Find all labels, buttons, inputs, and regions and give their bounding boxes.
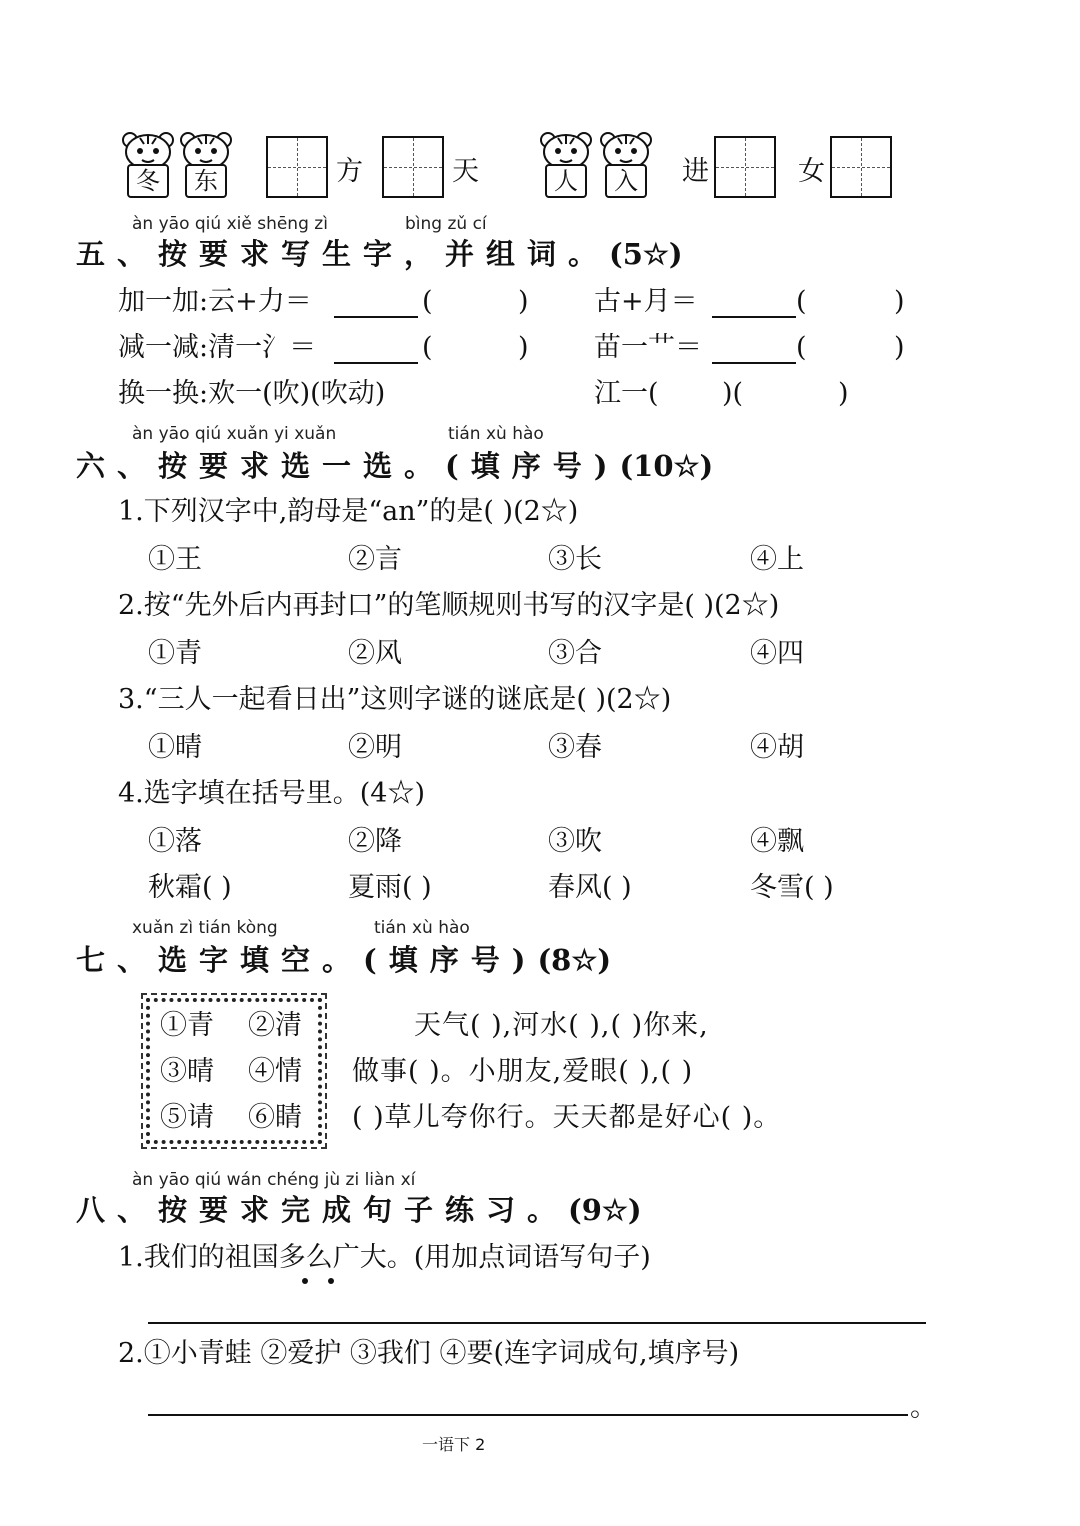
question-3-stem: 3.“三人一起看日出”这则字谜的谜底是( )(2☆) — [118, 684, 672, 715]
fill-item[interactable]: 秋霜( ) — [148, 872, 232, 903]
option[interactable]: ①王 — [148, 544, 202, 575]
section-6-pinyin: àn yāo qiú xuǎn yi xuǎn — [132, 424, 337, 444]
poem-line-1[interactable]: 天气( ),河水( ),( )你来, — [414, 1010, 709, 1041]
swap-task-mid: )( — [722, 378, 744, 409]
box-option: ⑤请 — [160, 1102, 214, 1133]
emphasis-dot — [302, 1278, 308, 1284]
poem-line-3[interactable]: ( )草儿夸你行。天天都是好心( )。 — [352, 1102, 782, 1133]
add-label-right: 古+月＝ — [594, 286, 698, 317]
answer-line[interactable] — [334, 362, 418, 364]
option[interactable]: ②明 — [348, 732, 402, 763]
subtract-label: 减一减:清一氵＝ — [118, 332, 317, 363]
section-8-pinyin: àn yāo qiú wán chéng jù zi liàn xí — [132, 1170, 416, 1190]
option[interactable]: ③春 — [548, 732, 602, 763]
sentence-period: 。 — [910, 1392, 937, 1423]
section-5-pinyin: àn yāo qiú xiě shēng zì — [132, 214, 328, 234]
box-char: 进 — [682, 156, 709, 187]
writing-box[interactable] — [266, 136, 328, 198]
fill-item[interactable]: 夏雨( ) — [348, 872, 432, 903]
option[interactable]: ①落 — [148, 826, 202, 857]
option[interactable]: ④胡 — [750, 732, 804, 763]
sentence-q2: 2.①小青蛙 ②爱护 ③我们 ④要(连字词成句,填序号) — [118, 1338, 740, 1369]
section-7-pinyin-2: tián xù hào — [374, 918, 470, 938]
box-char: 方 — [336, 156, 363, 187]
tiger-figure — [538, 130, 594, 200]
writing-box[interactable] — [714, 136, 776, 198]
option[interactable]: ①青 — [148, 638, 202, 669]
paren-open: ( — [422, 286, 433, 317]
option[interactable]: ②言 — [348, 544, 402, 575]
subtract-label-right: 苗一艹＝ — [594, 332, 702, 363]
section-8-title: 八、按要求完成句子练习。(9☆) — [76, 1193, 642, 1227]
section-7-title: 七、选字填空。(填序号)(8☆) — [76, 943, 612, 977]
paren-open: ( — [796, 332, 807, 363]
box-option: ③晴 — [160, 1056, 214, 1087]
add-label: 加一加:云+力＝ — [118, 286, 312, 317]
paren-close: ) — [894, 286, 905, 317]
section-6-pinyin-2: tián xù hào — [448, 424, 544, 444]
tiger-card: 人 — [545, 164, 587, 198]
paren-close: ) — [518, 286, 529, 317]
fill-item[interactable]: 冬雪( ) — [750, 872, 834, 903]
option[interactable]: ①晴 — [148, 732, 202, 763]
question-1-stem: 1.下列汉字中,韵母是“an”的是( )(2☆) — [118, 496, 579, 527]
tiger-figure — [120, 130, 176, 200]
fill-item[interactable]: 春风( ) — [548, 872, 632, 903]
swap-task: 江一( — [594, 378, 659, 409]
section-7-pinyin: xuǎn zì tián kòng — [132, 918, 278, 938]
box-option: ④情 — [248, 1056, 302, 1087]
page-footer: 一语下 2 — [422, 1435, 486, 1454]
option[interactable]: ④四 — [750, 638, 804, 669]
option[interactable]: ③吹 — [548, 826, 602, 857]
box-char: 天 — [452, 156, 479, 187]
answer-line[interactable] — [148, 1322, 926, 1324]
answer-line[interactable] — [148, 1414, 908, 1416]
paren-close: ) — [894, 332, 905, 363]
paren-open: ( — [796, 286, 807, 317]
box-option: ②清 — [248, 1010, 302, 1041]
tiger-card: 入 — [605, 164, 647, 198]
swap-task-end: ) — [838, 378, 849, 409]
answer-line[interactable] — [712, 362, 796, 364]
option[interactable]: ③合 — [548, 638, 602, 669]
emphasis-dot — [328, 1278, 334, 1284]
writing-box[interactable] — [382, 136, 444, 198]
sentence-q1: 1.我们的祖国多么广大。(用加点词语写句子) — [118, 1242, 651, 1273]
option[interactable]: ②风 — [348, 638, 402, 669]
answer-line[interactable] — [334, 316, 418, 318]
box-option: ①青 — [160, 1010, 214, 1041]
option[interactable]: ④飘 — [750, 826, 804, 857]
option[interactable]: ③长 — [548, 544, 602, 575]
tiger-figure — [598, 130, 654, 200]
section-5-pinyin-2: bìng zǔ cí — [405, 214, 487, 234]
swap-example: 换一换:欢一(吹)(吹动) — [118, 378, 386, 409]
question-2-stem: 2.按“先外后内再封口”的笔顺规则书写的汉字是( )(2☆) — [118, 590, 780, 621]
paren-close: ) — [518, 332, 529, 363]
question-4-stem: 4.选字填在括号里。(4☆) — [118, 778, 426, 809]
section-6-title: 六、按要求选一选。(填序号)(10☆) — [76, 449, 714, 483]
answer-line[interactable] — [712, 316, 796, 318]
option[interactable]: ④上 — [750, 544, 804, 575]
option[interactable]: ②降 — [348, 826, 402, 857]
paren-open: ( — [422, 332, 433, 363]
poem-line-2[interactable]: 做事( )。小朋友,爱眼( ),( ) — [352, 1056, 694, 1087]
tiger-figure — [178, 130, 234, 200]
box-option: ⑥睛 — [248, 1102, 302, 1133]
tiger-card: 东 — [185, 164, 227, 198]
box-char: 女 — [798, 156, 825, 187]
tiger-card: 冬 — [127, 164, 169, 198]
section-5-title: 五、按要求写生字，并组词。(5☆) — [76, 237, 683, 271]
writing-box[interactable] — [830, 136, 892, 198]
